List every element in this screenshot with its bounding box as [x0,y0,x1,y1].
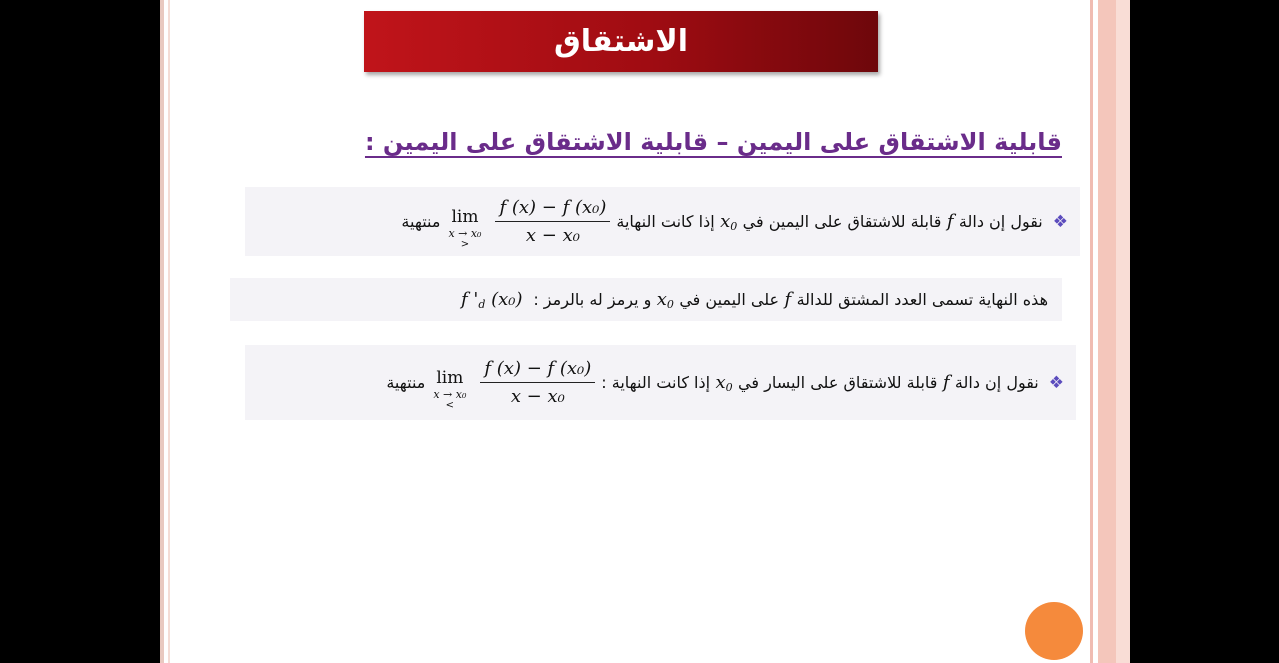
row-text: منتهية [401,212,441,231]
diamond-bullet-icon: ❖ [1048,372,1064,393]
right-derivative-notation [230,278,1062,321]
row-text: قابلة للاشتقاق على اليسار في [738,373,938,392]
slide-right-border-band [1098,0,1116,663]
limit-operator [448,207,481,249]
row-text: نقول إن دالة [954,373,1039,392]
lim-subscript: x → x₀ [448,226,482,240]
row-text: منتهية [386,373,426,392]
slide-right-border-outer [1116,0,1130,663]
lim-label: lim [451,206,479,227]
row-text: قابلة للاشتقاق على اليمين في [742,212,942,231]
difference-quotient [480,358,595,407]
row-text: نقول إن دالة [958,212,1043,231]
slide-left-border [160,0,164,663]
definition-left-derivative [245,345,1076,420]
function-symbol: f [942,372,950,393]
slide-title: الاشتقاق [553,24,689,59]
derivative-symbol: f '$_d$ (x₀) [460,288,523,311]
difference-quotient [495,197,610,246]
slide-right-border-line [1090,0,1093,663]
section-heading: قابلية الاشتقاق على اليمين – قابلية الاشتقاق على اليمين : [364,128,1062,156]
lim-label: lim [436,367,464,388]
definition-right-derivative [245,187,1080,256]
point-symbol: $x_0$ [656,288,674,311]
slide [160,0,1130,663]
lim-direction: < [445,399,455,411]
lim-direction: > [460,238,470,250]
fraction-denominator: x − x₀ [525,225,580,246]
title-banner [364,11,878,72]
lim-subscript: x → x₀ [433,387,467,401]
row-text: إذا كانت النهاية : [601,373,711,392]
fraction-numerator: f (x) − f (x₀) [495,197,610,222]
function-symbol: f [784,289,792,310]
limit-operator [433,368,466,410]
row-text: هذه النهاية تسمى العدد المشتق للدالة [796,290,1048,309]
row-text: إذا كانت النهاية [616,212,715,231]
slide-left-border-inner [168,0,170,663]
point-symbol: $x_0$ [720,210,738,233]
row-text: و يرمز له بالرمز : [533,290,652,309]
fraction-denominator: x − x₀ [510,386,565,407]
row-text: على اليمين في [679,290,780,309]
fraction-numerator: f (x) − f (x₀) [480,358,595,383]
nav-circle-button[interactable] [1025,602,1083,660]
diamond-bullet-icon: ❖ [1052,211,1068,232]
point-symbol: $x_0$ [715,371,733,394]
function-symbol: f [946,211,954,232]
